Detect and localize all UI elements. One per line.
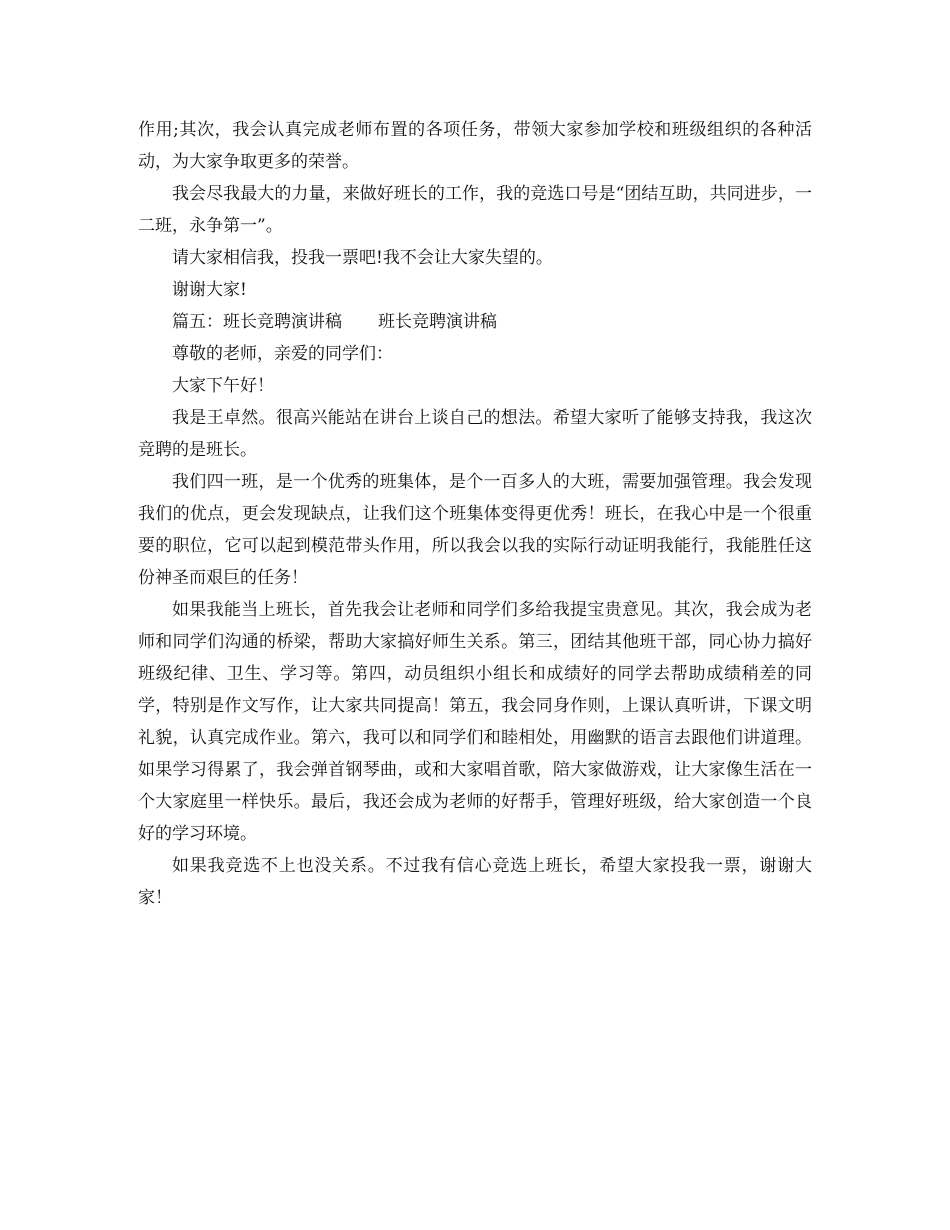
paragraph: 请大家相信我，投我一票吧!我不会让大家失望的。	[172, 248, 553, 268]
paragraph: 如果我能当上班长，首先我会让老师和同学们多给我提宝贵意见。其次，我会成为老师和同学们沟通的桥梁，帮助大家搞好师生关系。第三，团结其他班干部，同心协力搞好班级纪律、卫生、学习等。第四，动员组织小组长和成绩好的同学去帮助成绩稍差的同学，特别是作文写作，让大家共同提高！第五，我会同身作则，上课认真听讲，下课文明礼貌，认真完成作业。第六，我可以和同学们和睦相处，用幽默的语言去跟他们讲道理。如果学习得累了，我会弹首钢琴曲，或和大家唱首歌，陪大家做游戏，让大家像生活在一个大家庭里一样快乐。最后，我还会成为老师的好帮手，管理好班级，给大家创造一个良好的学习环境。	[138, 600, 812, 844]
paragraph-continued: 作用;其次，我会认真完成老师布置的各项任务，带领大家参加学校和班级组织的各种活动，为大家争取更多的荣誉。	[138, 120, 812, 172]
section-heading-label: 篇五：班长竞聘演讲稿	[172, 312, 342, 332]
greeting: 大家下午好！	[172, 376, 274, 396]
document-body	[138, 114, 812, 914]
paragraph: 我们四一班，是一个优秀的班集体，是个一百多人的大班，需要加强管理。我会发现我们的优点，更会发现缺点，让我们这个班集体变得更优秀！班长，在我心中是一个很重要的职位，它可以起到模范带头作用，所以我会以我的实际行动证明我能行，我能胜任这份神圣而艰巨的任务！	[138, 472, 812, 588]
section-heading-repeat: 班长竞聘演讲稿	[378, 312, 497, 332]
paragraph: 我是王卓然。很高兴能站在讲台上谈自己的想法。希望大家听了能够支持我，我这次竞聘的是班长。	[138, 408, 812, 460]
salutation: 尊敬的老师，亲爱的同学们：	[172, 344, 393, 364]
paragraph: 谢谢大家!	[172, 280, 247, 300]
paragraph: 我会尽我最大的力量，来做好班长的工作，我的竞选口号是“团结互助，共同进步，一二班，永争第一”。	[138, 184, 812, 236]
section-heading	[138, 306, 812, 338]
paragraph: 如果我竞选不上也没关系。不过我有信心竞选上班长，希望大家投我一票，谢谢大家！	[138, 856, 812, 908]
